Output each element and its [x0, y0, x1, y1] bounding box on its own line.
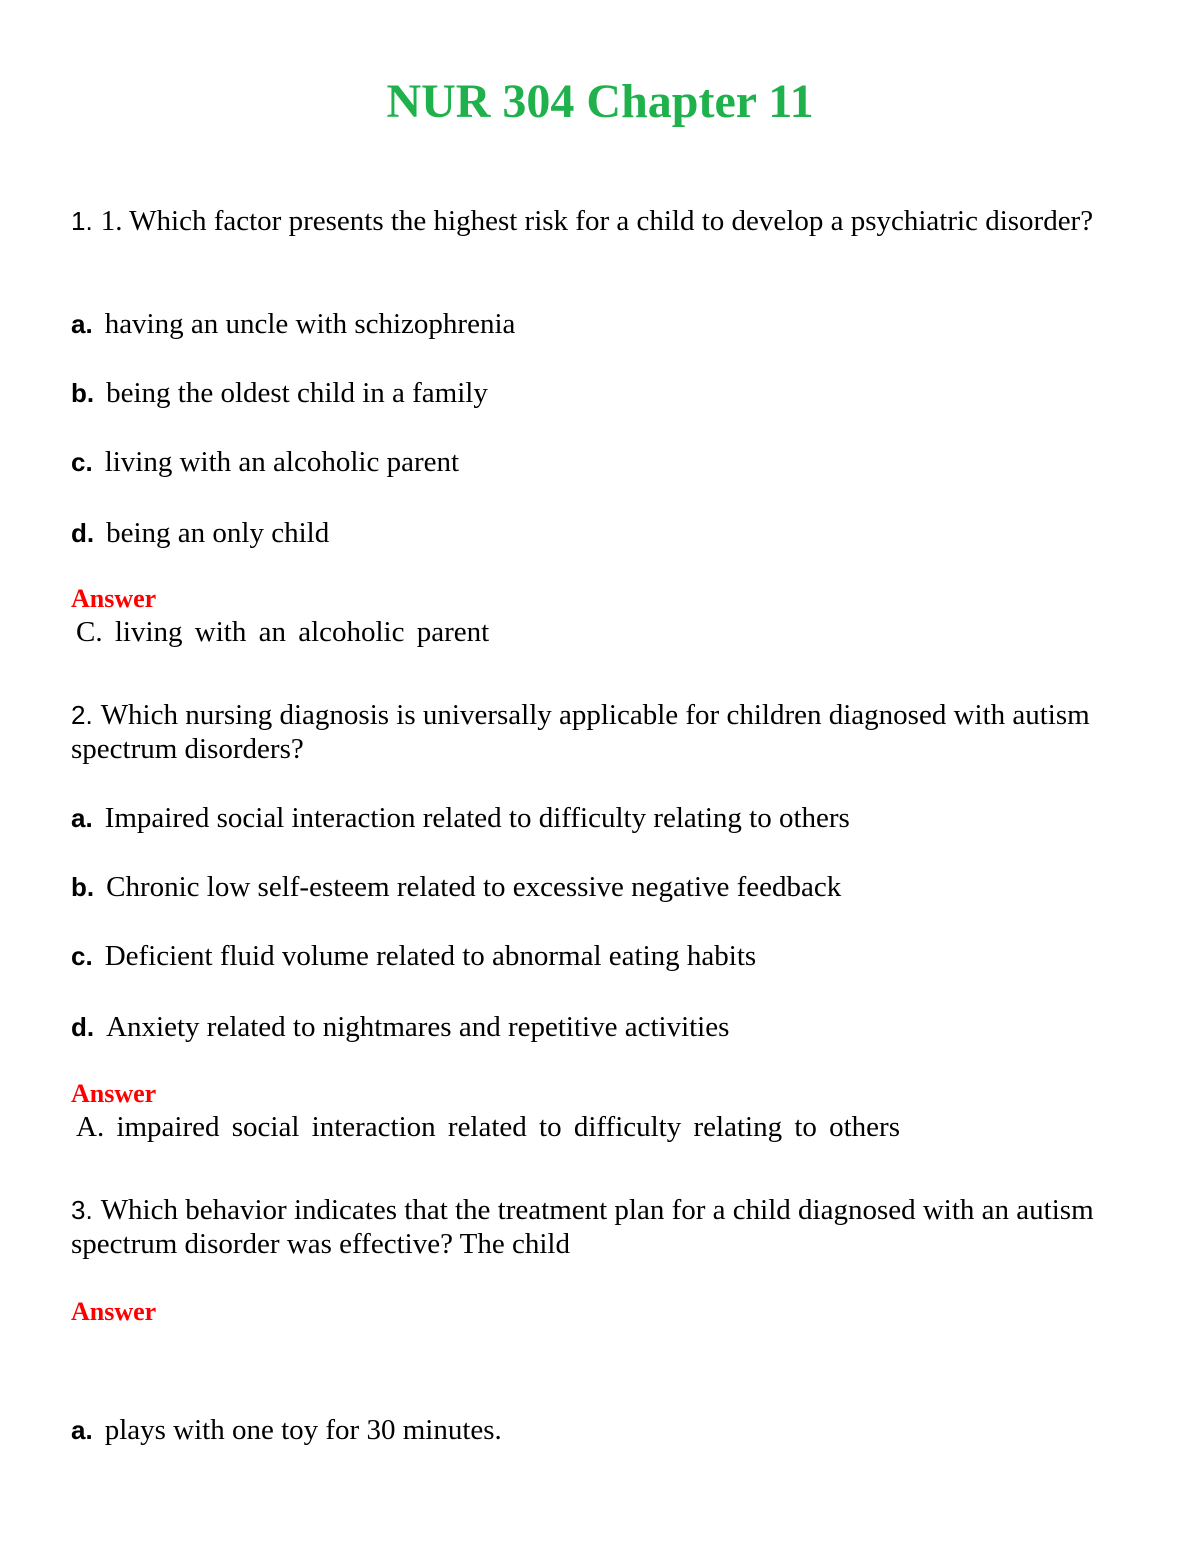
- document-title: NUR 304 Chapter 11: [386, 75, 814, 128]
- option-1b: [71, 376, 1131, 410]
- option-letter: d.: [71, 518, 95, 548]
- answer-label: Answer: [71, 1297, 157, 1326]
- option-2b: [71, 870, 1131, 904]
- option-2c: [71, 939, 1131, 973]
- option-letter: a.: [71, 803, 93, 833]
- option-letter: b.: [71, 378, 95, 408]
- option-letter: a.: [71, 309, 93, 339]
- answer-label: Answer: [71, 584, 157, 613]
- option-2d: [71, 1010, 1131, 1044]
- question-text: 1. Which factor presents the highest risk for a child to develop a psychiatric disorder?: [100, 205, 1094, 237]
- answer-text: C. living with an alcoholic parent: [76, 616, 490, 648]
- question-number: 2.: [71, 700, 93, 730]
- option-letter: d.: [71, 1012, 95, 1042]
- answer-label: Answer: [71, 1079, 157, 1108]
- option-text: Impaired social interaction related to difficulty relating to others: [104, 802, 850, 834]
- option-3a: [71, 1413, 1131, 1447]
- option-text: Deficient fluid volume related to abnormal eating habits: [104, 940, 757, 972]
- option-text: living with an alcoholic parent: [104, 446, 460, 478]
- answer-text: A. impaired social interaction related to difficulty relating to others: [76, 1111, 900, 1143]
- option-1c: [71, 445, 1131, 479]
- option-text: having an uncle with schizophrenia: [104, 308, 516, 340]
- question-number: 1.: [71, 206, 93, 236]
- question-3: [71, 1193, 1131, 1261]
- option-2a: [71, 801, 1131, 835]
- option-text: Chronic low self-esteem related to excessive negative feedback: [106, 871, 842, 903]
- option-text: plays with one toy for 30 minutes.: [104, 1414, 502, 1446]
- option-text: Anxiety related to nightmares and repetitive activities: [106, 1011, 730, 1043]
- question-text: Which nursing diagnosis is universally applicable for children diagnosed with autism spectrum disorders?: [71, 699, 1090, 765]
- option-1a: [71, 307, 1131, 341]
- option-letter: a.: [71, 1415, 93, 1445]
- option-letter: b.: [71, 872, 95, 902]
- question-text: Which behavior indicates that the treatment plan for a child diagnosed with an autism spectrum disorder was effective? The child: [71, 1194, 1094, 1260]
- option-letter: c.: [71, 941, 93, 971]
- option-1d: [71, 516, 1131, 550]
- option-text: being the oldest child in a family: [106, 377, 488, 409]
- question-number: 3.: [71, 1195, 93, 1225]
- question-1: [71, 204, 1131, 238]
- option-letter: c.: [71, 447, 93, 477]
- option-text: being an only child: [106, 517, 330, 549]
- question-2: [71, 698, 1131, 766]
